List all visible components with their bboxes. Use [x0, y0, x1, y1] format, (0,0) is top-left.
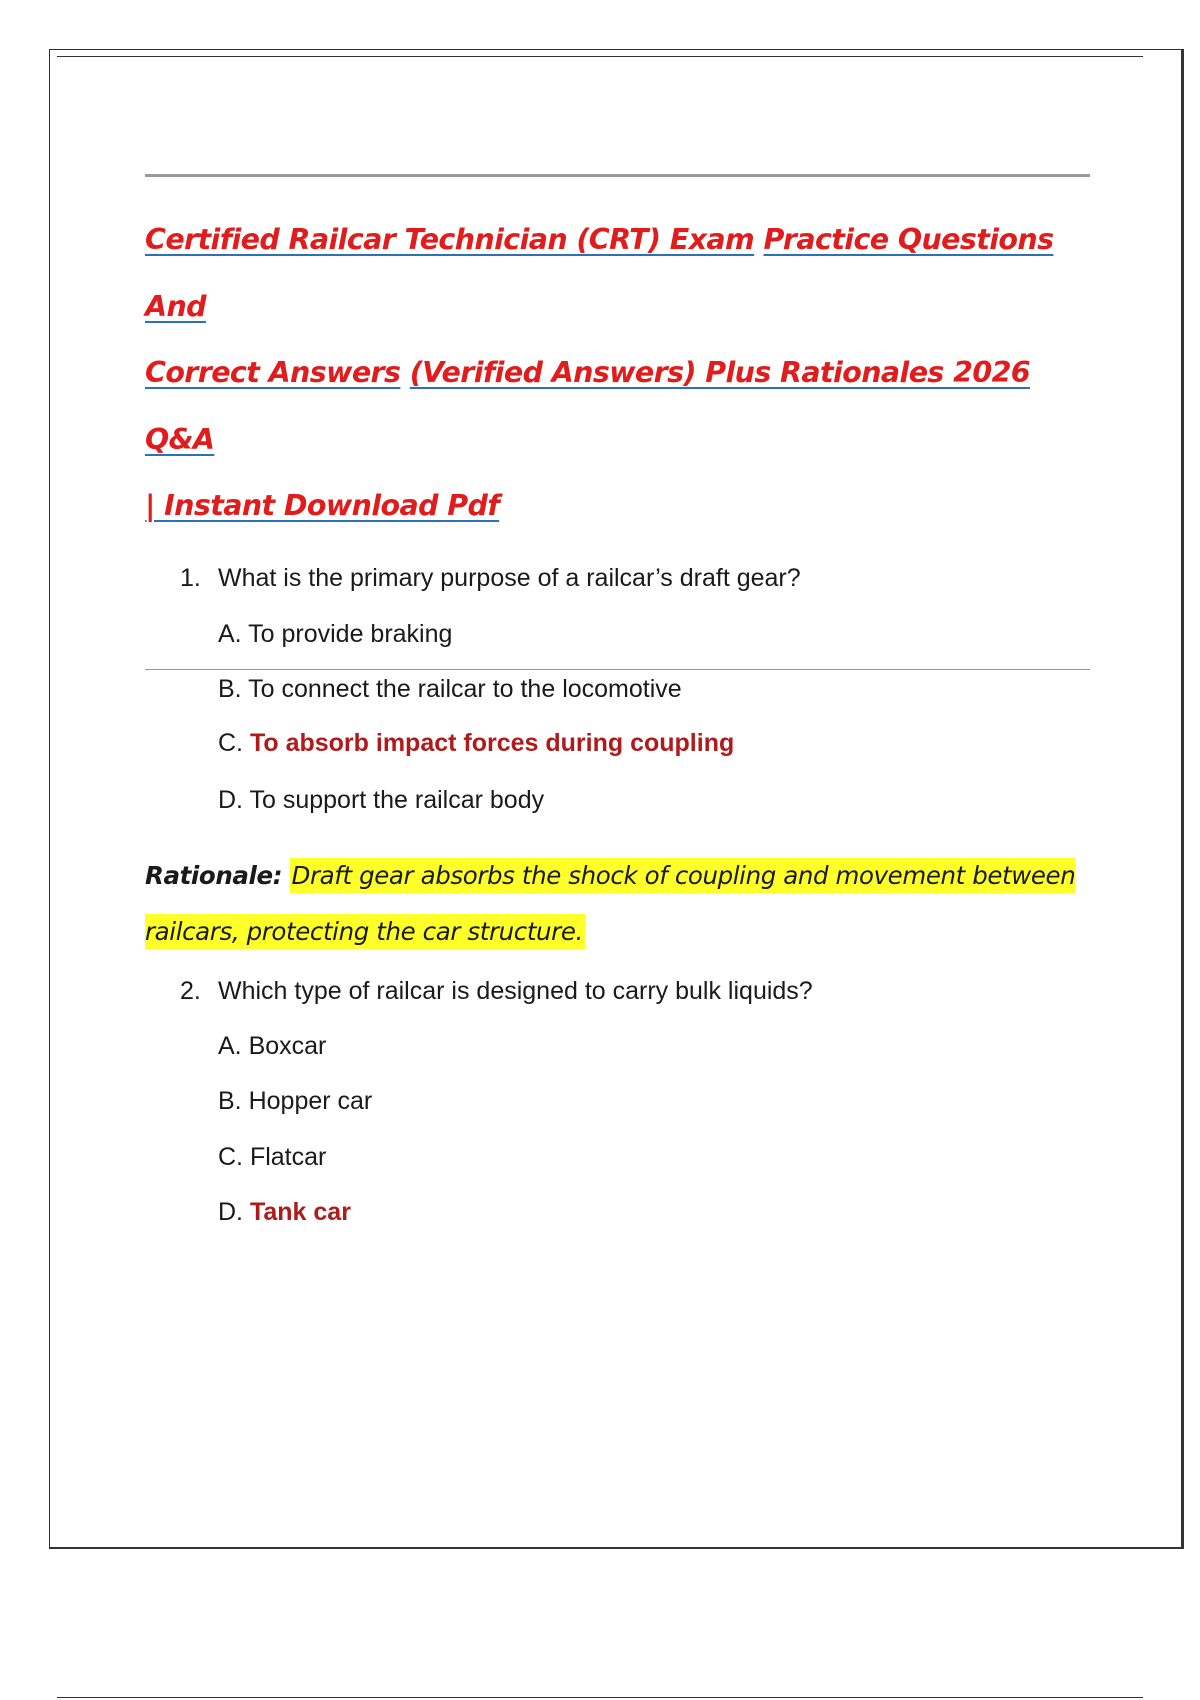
option-2a [218, 1031, 326, 1061]
option-letter: D. [218, 786, 243, 814]
frame-top-line [57, 56, 1143, 57]
option-1d [218, 785, 544, 815]
option-letter: C. [218, 1143, 243, 1171]
question-number: 2. [180, 977, 201, 1005]
option-1a [218, 619, 452, 649]
option-text: To connect the railcar to the locomotive [248, 675, 682, 703]
correct-answer-text: To absorb impact forces during coupling [249, 729, 735, 757]
option-letter: B. [218, 675, 242, 703]
option-1b [218, 674, 682, 704]
title-segment: Q&A [145, 422, 215, 456]
divider [145, 669, 1090, 670]
title-segment: (Verified Answers) Plus Rationales 2026 [409, 356, 1031, 389]
option-letter: D. [218, 1198, 243, 1226]
option-text: Hopper car [248, 1087, 373, 1115]
rationale-1 [145, 848, 1090, 960]
option-text: To provide braking [248, 620, 453, 648]
option-2d [218, 1197, 351, 1227]
correct-answer-text: Tank car [249, 1198, 351, 1226]
question-number: 1. [180, 564, 201, 592]
option-1c [218, 728, 734, 758]
option-text: Flatcar [249, 1143, 327, 1171]
rationale-label: Rationale: [145, 861, 283, 890]
question-1 [180, 563, 801, 593]
title-segment: | Instant Download Pdf [145, 489, 500, 522]
title-segment: Certified Railcar Technician (CRT) Exam [145, 223, 755, 256]
bottom-line [57, 1697, 1143, 1698]
option-letter: C. [218, 729, 243, 757]
rationale-text: Draft gear absorbs the shock of coupling and movement between railcars, protecting the car structure. [145, 858, 1075, 949]
question-text: What is the primary purpose of a railcar’s draft gear? [218, 564, 801, 592]
option-letter: A. [218, 1032, 242, 1060]
option-letter: B. [218, 1087, 242, 1115]
option-2b [218, 1086, 372, 1116]
document-title [145, 207, 1100, 540]
question-text: Which type of railcar is designed to carry bulk liquids? [218, 977, 813, 1005]
title-rule [145, 174, 1090, 177]
title-segment: Practice Questions And [145, 223, 1054, 323]
option-2c [218, 1142, 326, 1172]
option-text: To support the railcar body [249, 786, 545, 814]
option-text: Boxcar [248, 1032, 327, 1060]
question-2 [180, 976, 813, 1006]
title-segment: Correct Answers [145, 356, 401, 389]
option-letter: A. [218, 620, 242, 648]
